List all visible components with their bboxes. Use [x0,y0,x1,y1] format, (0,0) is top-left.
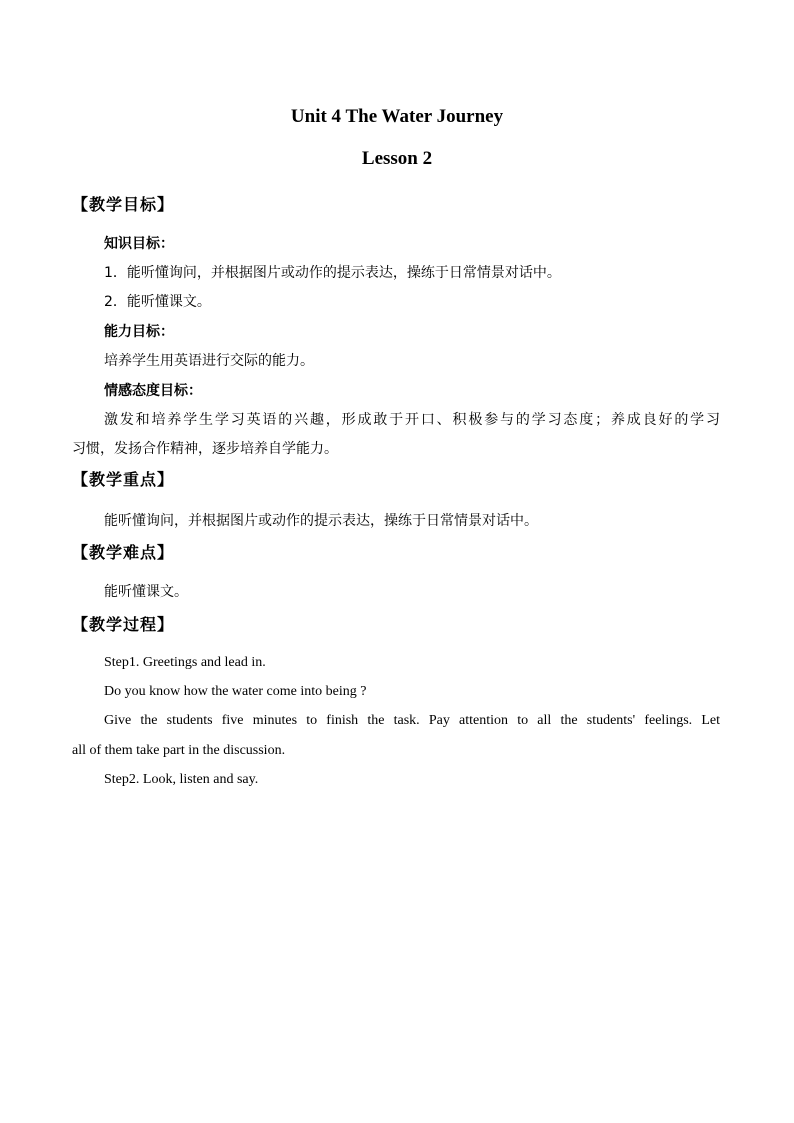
process-heading: 【教学过程】 [72,615,175,634]
difficulties-heading: 【教学难点】 [72,543,175,562]
ability-objective-label: 能力目标： [104,324,174,340]
document-subtitle: Lesson 2 [361,148,433,169]
process-task-line: all of them take part in the discussion. [72,743,286,758]
knowledge-objective-item: 1．能听懂询问，并根据图片或动作的提示表达，操练于日常情景对话中。 [104,265,561,281]
process-step2: Step2. Look, listen and say. [104,772,259,787]
process-question: Do you know how the water come into being ? [104,684,367,699]
knowledge-objective-label: 知识目标： [104,236,174,252]
difficulties-text: 能听懂课文。 [104,584,188,600]
emotion-objective-line: 激发和培养学生学习英语的兴趣，形成敢于开口、积极参与的学习态度；养成良好的学习 [104,412,720,428]
process-task-line: Give the students five minutes to finish the task. Pay attention to all the students' feelings. Let [104,713,720,728]
emotion-objective-line: 习惯，发扬合作精神，逐步培养自学能力。 [72,441,338,457]
knowledge-objective-item: 2．能听懂课文。 [104,294,211,310]
ability-objective-text: 培养学生用英语进行交际的能力。 [104,353,314,369]
key-points-heading: 【教学重点】 [72,470,175,489]
document-title: Unit 4 The Water Journey [290,106,504,127]
objectives-heading: 【教学目标】 [72,195,175,214]
key-points-text: 能听懂询问，并根据图片或动作的提示表达，操练于日常情景对话中。 [104,513,538,529]
process-step1: Step1. Greetings and lead in. [104,655,266,670]
emotion-objective-label: 情感态度目标： [104,383,202,399]
